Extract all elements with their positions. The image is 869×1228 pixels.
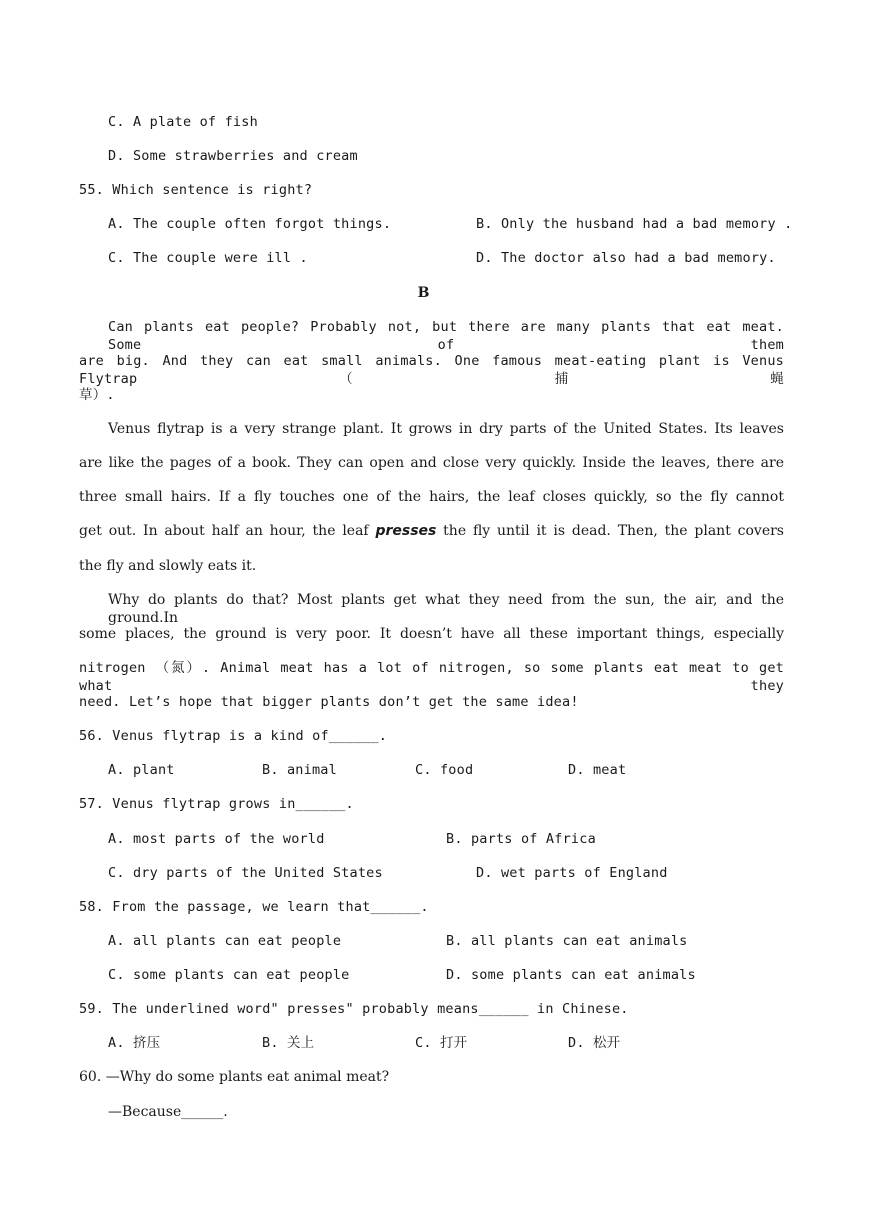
- q56-option-d: D. meat: [568, 762, 627, 778]
- passage-p2-line1: Venus flytrap is a very strange plant. It grows in dry parts of the United States. Its leaves: [108, 421, 784, 437]
- q56-option-b: B. animal: [262, 762, 337, 778]
- q58-option-a: A. all plants can eat people: [108, 933, 342, 949]
- q59-option-d: D. 松开: [568, 1035, 621, 1051]
- passage-p1-line1: Can plants eat people? Probably not, but there are many plants that eat meat. Some of them: [108, 319, 784, 353]
- q54-option-c: C. A plate of fish: [108, 114, 258, 130]
- passage-p3-line2: some places, the ground is very poor. It doesn’t have all these important things, especially: [79, 626, 784, 642]
- q60-question: 60. —Why do some plants eat animal meat?: [79, 1069, 390, 1085]
- q56-question: 56. Venus flytrap is a kind of______.: [79, 728, 388, 744]
- q54-option-d: D. Some strawberries and cream: [108, 148, 358, 164]
- q57-option-b: B. parts of Africa: [446, 831, 596, 847]
- q59-option-a: A. 挤压: [108, 1035, 161, 1051]
- passage-p1-line3: 草）.: [79, 387, 115, 403]
- passage-p3-line3: nitrogen （氮）. Animal meat has a lot of nitrogen, so some plants eat meat to get what they: [79, 660, 784, 694]
- passage-p2-line5: the fly and slowly eats it.: [79, 558, 257, 574]
- q55-option-d: D. The doctor also had a bad memory.: [476, 250, 776, 266]
- q58-option-c: C. some plants can eat people: [108, 967, 350, 983]
- q57-question: 57. Venus flytrap grows in______.: [79, 796, 354, 812]
- q55-option-b: B. Only the husband had a bad memory .: [476, 216, 793, 232]
- q57-option-d: D. wet parts of England: [476, 865, 668, 881]
- passage-p2-line4-before: get out. In about half an hour, the leaf: [79, 523, 376, 539]
- q56-option-c: C. food: [415, 762, 474, 778]
- passage-p2-line4: [79, 522, 784, 540]
- q59-option-b: B. 关上: [262, 1035, 315, 1051]
- q55-question: 55. Which sentence is right?: [79, 182, 313, 198]
- section-heading: B: [417, 285, 430, 301]
- q58-option-b: B. all plants can eat animals: [446, 933, 688, 949]
- q60-answer-prompt: —Because______.: [108, 1104, 228, 1120]
- underlined-word-presses: presses: [375, 523, 437, 539]
- q58-option-d: D. some plants can eat animals: [446, 967, 696, 983]
- passage-p2-line4-after: the fly until it is dead. Then, the plant covers: [436, 523, 784, 539]
- passage-p2-line2: are like the pages of a book. They can open and close very quickly. Inside the leaves, there are: [79, 455, 784, 471]
- q57-option-a: A. most parts of the world: [108, 831, 325, 847]
- passage-p1-line2: are big. And they can eat small animals. One famous meat-eating plant is Venus Flytrap（捕蝇: [79, 353, 784, 387]
- q55-option-c: C. The couple were ill .: [108, 250, 308, 266]
- passage-p3-line4: need. Let’s hope that bigger plants don’t get the same idea!: [79, 694, 579, 710]
- passage-p3-line1: Why do plants do that? Most plants get what they need from the sun, the air, and the ground.In: [108, 592, 784, 626]
- q59-option-c: C. 打开: [415, 1035, 468, 1051]
- passage-p2-line3: three small hairs. If a fly touches one of the hairs, the leaf closes quickly, so the fly cannot: [79, 489, 784, 505]
- q56-option-a: A. plant: [108, 762, 175, 778]
- q57-option-c: C. dry parts of the United States: [108, 865, 383, 881]
- q59-question: 59. The underlined word" presses" probably means______ in Chinese.: [79, 1001, 629, 1017]
- q55-option-a: A. The couple often forgot things.: [108, 216, 392, 232]
- q58-question: 58. From the passage, we learn that______.: [79, 899, 429, 915]
